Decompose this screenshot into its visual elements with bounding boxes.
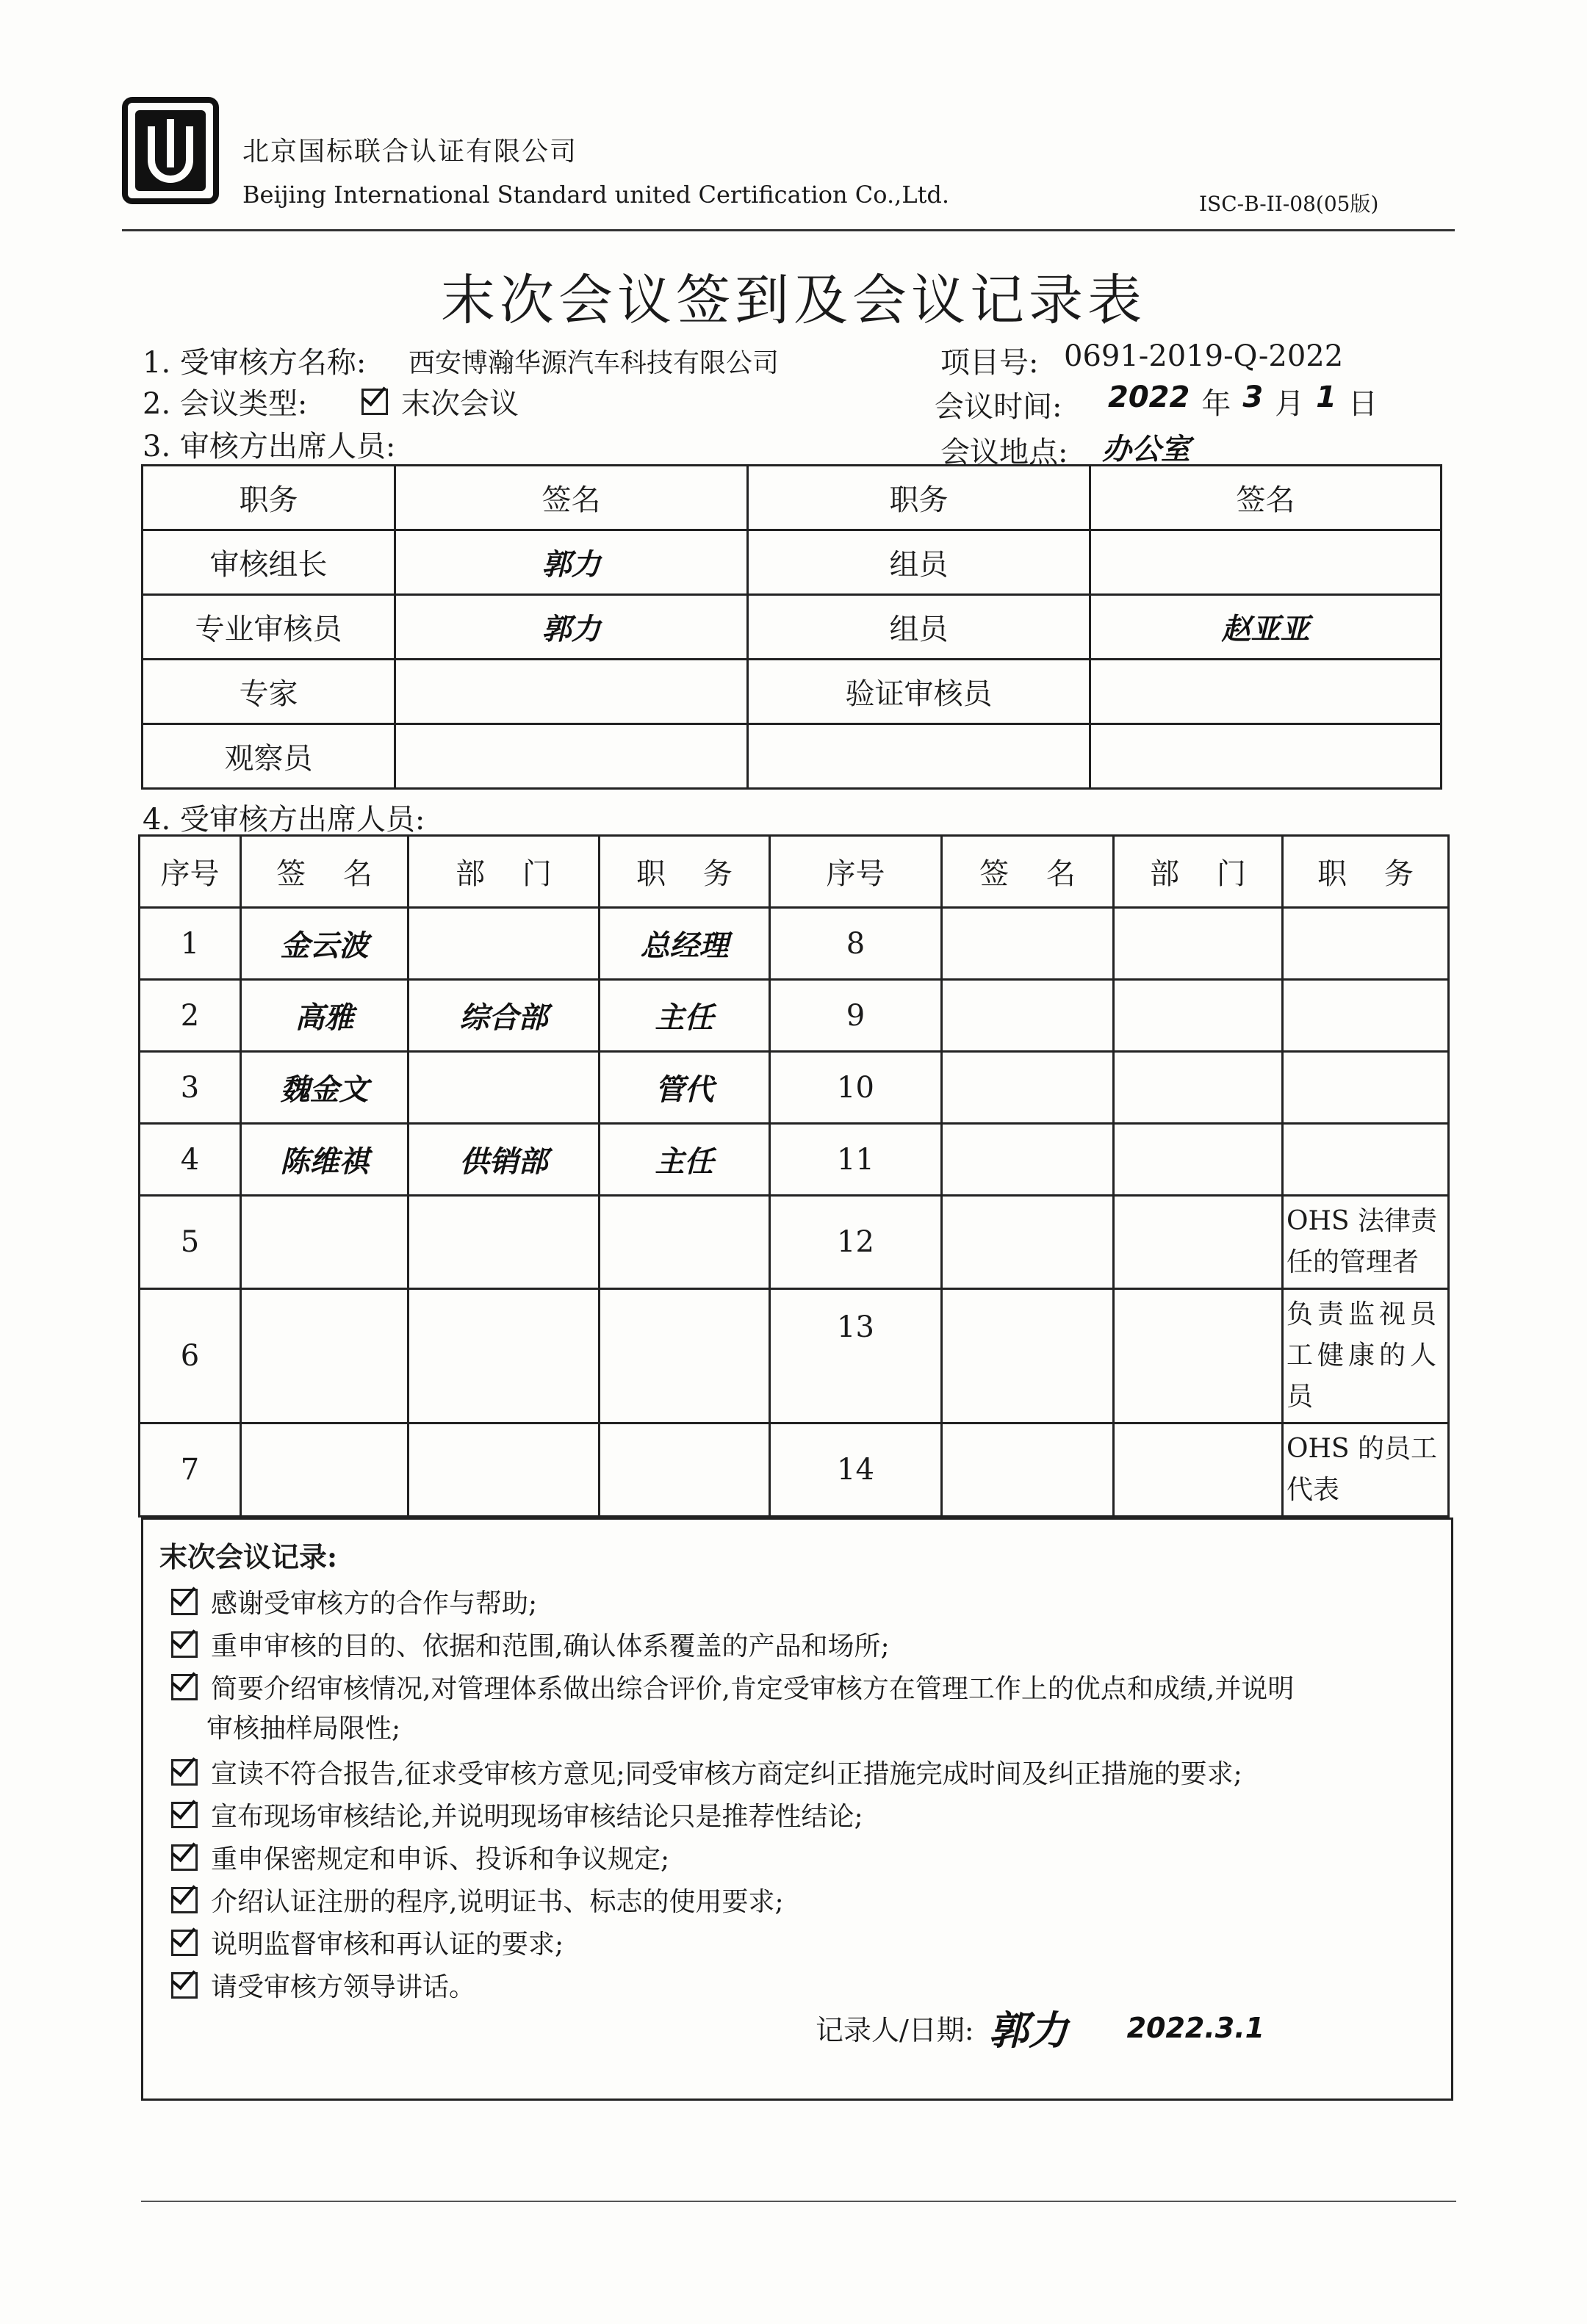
meeting-year: 2022: [1108, 380, 1190, 414]
position-cell: [1283, 980, 1449, 1052]
minutes-item: [171, 1838, 669, 1876]
minutes-item-text: 简要介绍审核情况,对管理体系做出综合评价,肯定受审核方在管理工作上的优点和成绩,并说明: [211, 1674, 1295, 1704]
position-cell: [600, 1423, 770, 1517]
auditee-team-header-row: [140, 836, 1449, 908]
no-cell: 10: [770, 1052, 942, 1124]
header-position: 职 务: [600, 836, 770, 908]
position-cell: OHS 法律责任的管理者: [1283, 1196, 1449, 1289]
checkbox-checked-icon: [171, 1631, 198, 1658]
dept-cell: [409, 1196, 600, 1289]
dept-cell: [1114, 1289, 1283, 1423]
position-cell: OHS 的员工代表: [1283, 1423, 1449, 1517]
minutes-item: [171, 1924, 564, 1961]
role-cell: 组员: [748, 595, 1090, 660]
no-cell: 2: [140, 980, 241, 1052]
table-row: [140, 1052, 1449, 1124]
position-cell: [600, 1196, 770, 1289]
recorder-label: 记录人/日期:: [816, 2014, 974, 2046]
signature-cell: [1090, 660, 1442, 724]
minutes-item-text: 审核抽样局限性;: [206, 1714, 401, 1744]
company-name-cn: 北京国标联合认证有限公司: [242, 137, 578, 167]
minutes-item-continuation: [206, 1708, 400, 1745]
dept-cell: 综合部: [409, 980, 600, 1052]
meeting-location-value: 办公室: [1102, 433, 1190, 466]
signature-cell: [1090, 530, 1442, 595]
no-cell: 11: [770, 1124, 942, 1196]
dept-cell: [409, 1052, 600, 1124]
meeting-location-label: 会议地点:: [940, 436, 1068, 469]
signature-cell: [942, 908, 1114, 980]
form-title: 末次会议签到及会议记录表: [441, 269, 1146, 332]
checkbox-checked-icon: [171, 1972, 198, 1999]
role-cell: 审核组长: [143, 530, 395, 595]
header-role: 职务: [143, 466, 395, 530]
meeting-day-unit: 日: [1348, 387, 1378, 421]
checkbox-checked-icon: [171, 1802, 198, 1828]
meeting-type-checkbox-icon: [361, 389, 388, 415]
table-row: [140, 1289, 1449, 1423]
signature-cell: 高雅: [241, 980, 409, 1052]
minutes-item-text: 说明监督审核和再认证的要求;: [211, 1930, 564, 1960]
header-divider: [122, 229, 1455, 231]
signature-cell: 金云波: [241, 908, 409, 980]
checkbox-checked-icon: [171, 1589, 198, 1615]
position-cell: [1283, 908, 1449, 980]
role-cell: 观察员: [143, 724, 395, 789]
table-row: [140, 1423, 1449, 1517]
position-cell: [1283, 1052, 1449, 1124]
signature-cell: [942, 1052, 1114, 1124]
minutes-item: [171, 1668, 1294, 1706]
signature-cell: 郭力: [395, 595, 748, 660]
header-sign: 签 名: [942, 836, 1114, 908]
signature-cell: [942, 1423, 1114, 1517]
dept-cell: [409, 908, 600, 980]
no-cell: 9: [770, 980, 942, 1052]
signature-cell: [395, 660, 748, 724]
dept-cell: [409, 1289, 600, 1423]
project-no-label: 项目号:: [940, 346, 1039, 380]
signature-cell: [395, 724, 748, 789]
no-cell: 12: [770, 1196, 942, 1289]
checkbox-checked-icon: [171, 1887, 198, 1913]
recorder-signature-line: [816, 1999, 1264, 2056]
minutes-item-text: 请受审核方领导讲话。: [211, 1972, 476, 2002]
checkbox-checked-icon: [171, 1674, 198, 1700]
table-row: [143, 724, 1442, 789]
table-row: [140, 980, 1449, 1052]
meeting-time-value: [1108, 380, 1378, 422]
no-cell: 7: [140, 1423, 241, 1517]
dept-cell: [1114, 1423, 1283, 1517]
signature-cell: [1090, 724, 1442, 789]
minutes-item-text: 介绍认证注册的程序,说明证书、标志的使用要求;: [211, 1887, 784, 1917]
minutes-item-text: 重申保密规定和申诉、投诉和争议规定;: [211, 1844, 670, 1874]
position-cell: [1283, 1124, 1449, 1196]
dept-cell: [1114, 980, 1283, 1052]
minutes-item-text: 宣读不符合报告,征求受审核方意见;同受审核方商定纠正措施完成时间及纠正措施的要求;: [211, 1759, 1242, 1789]
minutes-title: 末次会议记录:: [159, 1540, 338, 1573]
audit-team-header-row: [143, 466, 1442, 530]
document-number: ISC-B-II-08(05版): [1199, 192, 1379, 216]
table-row: [140, 908, 1449, 980]
minutes-item-text: 感谢受审核方的合作与帮助;: [211, 1589, 538, 1619]
dept-cell: 供销部: [409, 1124, 600, 1196]
header-no: 序号: [770, 836, 942, 908]
signature-cell: [942, 980, 1114, 1052]
audit-team-table: [141, 464, 1442, 790]
minutes-item: [171, 1966, 475, 2004]
position-cell: 总经理: [600, 908, 770, 980]
audit-team-label: 3. 审核方出席人员:: [143, 430, 396, 463]
dept-cell: [1114, 1124, 1283, 1196]
meeting-day: 1: [1316, 380, 1337, 414]
signature-cell: [942, 1196, 1114, 1289]
position-cell: 主任: [600, 980, 770, 1052]
signature-cell: [241, 1423, 409, 1517]
role-cell: 组员: [748, 530, 1090, 595]
minutes-item: [171, 1625, 890, 1663]
header-dept: 部 门: [409, 836, 600, 908]
table-row: [143, 660, 1442, 724]
meeting-type-text: 末次会议: [401, 387, 519, 421]
meeting-type-value: [361, 380, 519, 422]
position-cell: 主任: [600, 1124, 770, 1196]
position-cell: [600, 1289, 770, 1423]
no-cell: 3: [140, 1052, 241, 1124]
footer-divider: [141, 2201, 1456, 2202]
company-name-en: Beijing International Standard united Certification Co.,Ltd.: [242, 181, 950, 209]
minutes-item: [171, 1583, 537, 1620]
signature-cell: [241, 1196, 409, 1289]
signature-cell: 陈维祺: [241, 1124, 409, 1196]
dept-cell: [1114, 908, 1283, 980]
signature-cell: 郭力: [395, 530, 748, 595]
table-row: [140, 1196, 1449, 1289]
header-sign: 签名: [1090, 466, 1442, 530]
dept-cell: [1114, 1052, 1283, 1124]
auditee-team-label: 4. 受审核方出席人员:: [143, 803, 425, 837]
checkbox-checked-icon: [171, 1844, 198, 1871]
recorder-signature: 郭力: [988, 2007, 1068, 2054]
header-sign: 签名: [395, 466, 748, 530]
minutes-item-text: 重申审核的目的、依据和范围,确认体系覆盖的产品和场所;: [211, 1631, 890, 1661]
checkbox-checked-icon: [171, 1930, 198, 1956]
header-dept: 部 门: [1114, 836, 1283, 908]
auditee-name-label: 1. 受审核方名称:: [143, 346, 367, 380]
no-cell: 5: [140, 1196, 241, 1289]
auditee-name-value: 西安博瀚华源汽车科技有限公司: [409, 348, 780, 378]
header-no: 序号: [140, 836, 241, 908]
bisc-seal-logo: [122, 97, 219, 204]
minutes-item: [171, 1796, 863, 1833]
no-cell: 6: [140, 1289, 241, 1423]
role-cell: 验证审核员: [748, 660, 1090, 724]
signature-cell: [942, 1289, 1114, 1423]
minutes-item: [171, 1881, 784, 1919]
table-row: [143, 530, 1442, 595]
signature-cell: 魏金文: [241, 1052, 409, 1124]
position-cell: 管代: [600, 1052, 770, 1124]
no-cell: 13: [770, 1289, 942, 1423]
header-role: 职务: [748, 466, 1090, 530]
no-cell: 14: [770, 1423, 942, 1517]
meeting-month-unit: 月: [1275, 387, 1305, 421]
signature-cell: 赵亚亚: [1090, 595, 1442, 660]
header-sign: 签 名: [241, 836, 409, 908]
signature-cell: [241, 1289, 409, 1423]
signature-cell: [942, 1124, 1114, 1196]
no-cell: 4: [140, 1124, 241, 1196]
position-cell: 负责监视员工健康的人员: [1283, 1289, 1449, 1423]
role-cell: [748, 724, 1090, 789]
table-row: [140, 1124, 1449, 1196]
table-row: [143, 595, 1442, 660]
dept-cell: [409, 1423, 600, 1517]
meeting-month: 3: [1242, 380, 1264, 414]
auditee-team-table: [138, 834, 1450, 1518]
minutes-item-text: 宣布现场审核结论,并说明现场审核结论只是推荐性结论;: [211, 1802, 863, 1832]
no-cell: 8: [770, 908, 942, 980]
role-cell: 专家: [143, 660, 395, 724]
role-cell: 专业审核员: [143, 595, 395, 660]
header-position: 职 务: [1283, 836, 1449, 908]
checkbox-checked-icon: [171, 1759, 198, 1786]
dept-cell: [1114, 1196, 1283, 1289]
project-no-value: 0691-2019-Q-2022: [1064, 339, 1344, 373]
no-cell: 1: [140, 908, 241, 980]
meeting-year-unit: 年: [1201, 387, 1231, 421]
recorder-date: 2022.3.1: [1126, 2011, 1265, 2044]
meeting-time-label: 会议时间:: [935, 390, 1062, 424]
minutes-item: [171, 1753, 1242, 1791]
meeting-type-label: 2. 会议类型:: [143, 387, 308, 421]
